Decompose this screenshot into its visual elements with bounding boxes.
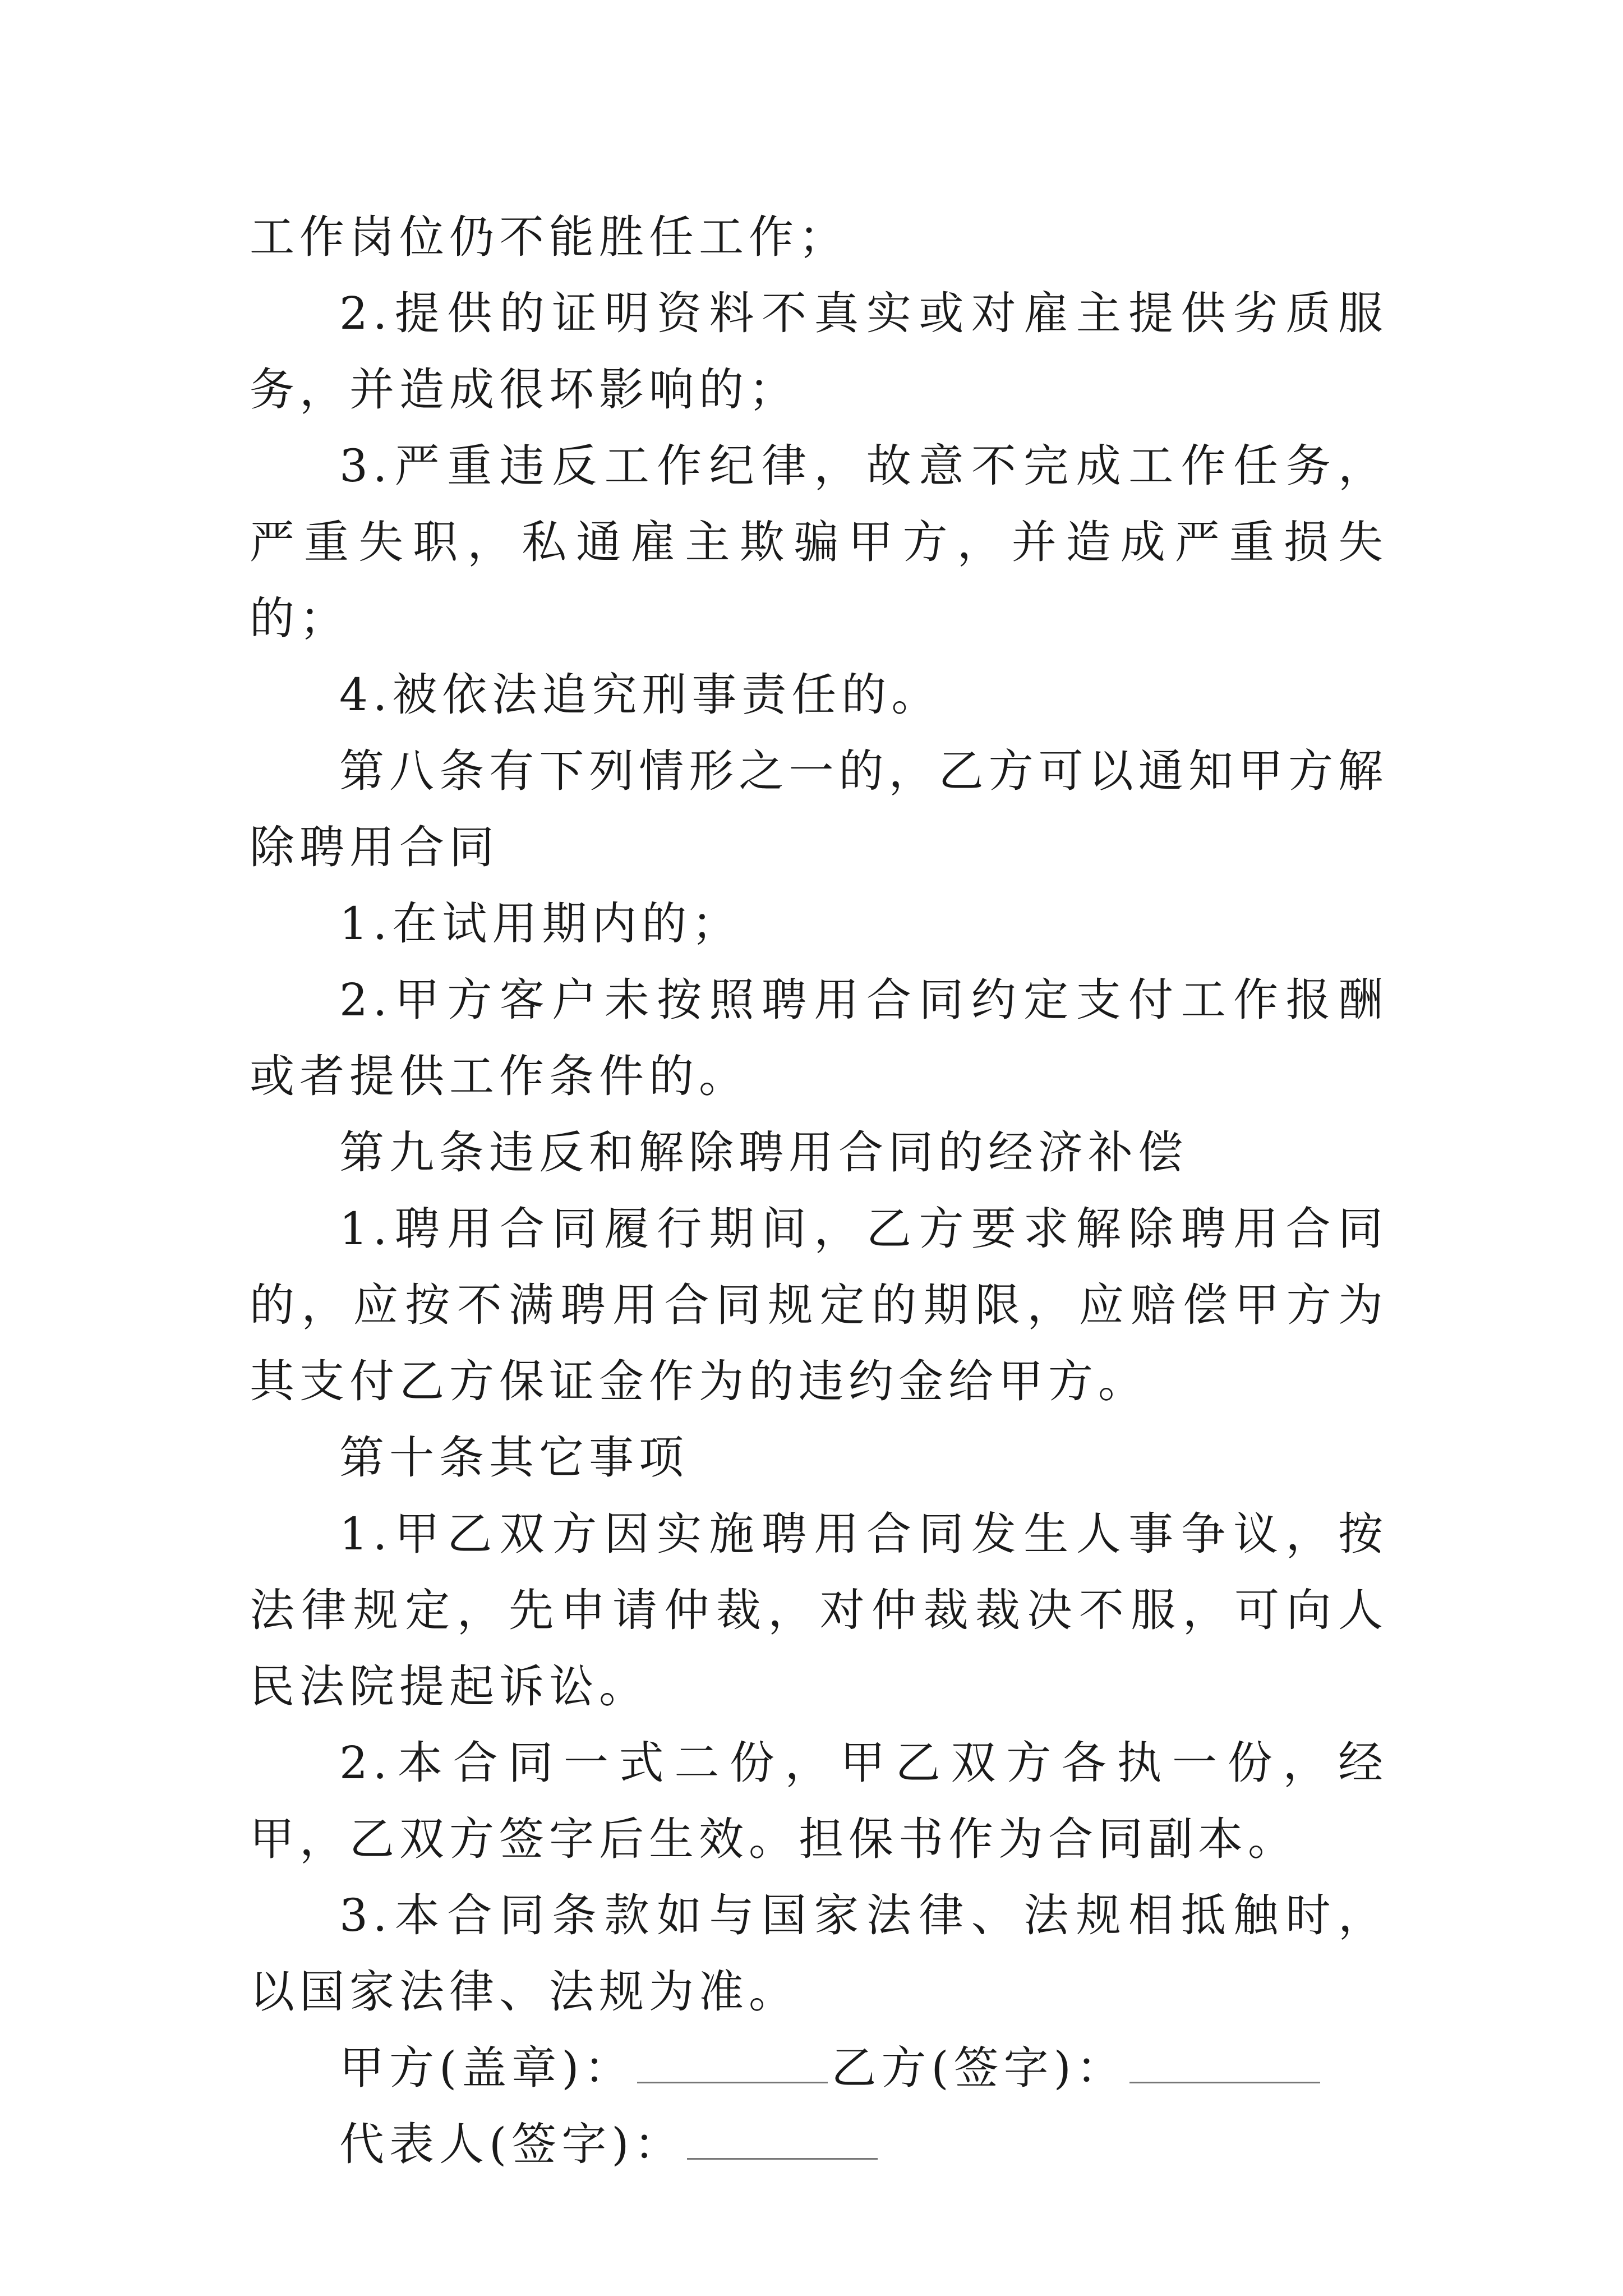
party-a-signature-blank[interactable] — [637, 2076, 828, 2083]
article-10-item-2: 2.本合同一式二份，甲乙双方各执一份，经甲，乙双方签字后生效。担保书作为合同副本。 — [250, 1737, 1388, 1865]
document-body — [250, 199, 1388, 2183]
signature-line-parties — [250, 2030, 1388, 2106]
article-8-heading: 第八条有下列情形之一的，乙方可以通知甲方解除聘用合同 — [250, 745, 1388, 873]
article-9-item-1: 1.聘用合同履行期间，乙方要求解除聘用合同的，应按不满聘用合同规定的期限，应赔偿甲方为其支付乙方保证金作为的违约金给甲方。 — [250, 1203, 1388, 1407]
representative-label: 代表人(签字)： — [339, 2118, 684, 2170]
clause-item-4-criminal: 4.被依法追究刑事责任的。 — [339, 669, 942, 721]
paragraph-continuation: 工作岗位仍不能胜任工作； — [250, 211, 849, 263]
article-8-item-1: 1.在试用期内的； — [339, 898, 742, 950]
article-10-item-3: 3.本合同条款如与国家法律、法规相抵触时，以国家法律、法规为准。 — [250, 1889, 1388, 2018]
signature-line-representative — [250, 2106, 1388, 2183]
article-10-item-1: 1.甲乙双方因实施聘用合同发生人事争议，按法律规定，先申请仲裁，对仲裁裁决不服，可向人民法院提起诉讼。 — [250, 1508, 1388, 1713]
party-a-label: 甲方(盖章)： — [339, 2042, 634, 2094]
article-10-heading: 第十条其它事项 — [339, 1432, 689, 1484]
party-b-label: 乙方(签字)： — [831, 2042, 1126, 2094]
representative-signature-blank[interactable] — [687, 2152, 878, 2160]
article-9-heading: 第九条违反和解除聘用合同的经济补偿 — [339, 1126, 1188, 1179]
party-b-signature-blank[interactable] — [1129, 2076, 1320, 2083]
clause-item-2-false-info: 2.提供的证明资料不真实或对雇主提供劣质服务，并造成很坏影响的； — [250, 287, 1388, 416]
article-8-item-2: 2.甲方客户未按照聘用合同约定支付工作报酬或者提供工作条件的。 — [250, 974, 1388, 1102]
clause-item-3-discipline: 3.严重违反工作纪律，故意不完成工作任务，严重失职，私通雇主欺骗甲方，并造成严重损失的； — [250, 440, 1388, 645]
